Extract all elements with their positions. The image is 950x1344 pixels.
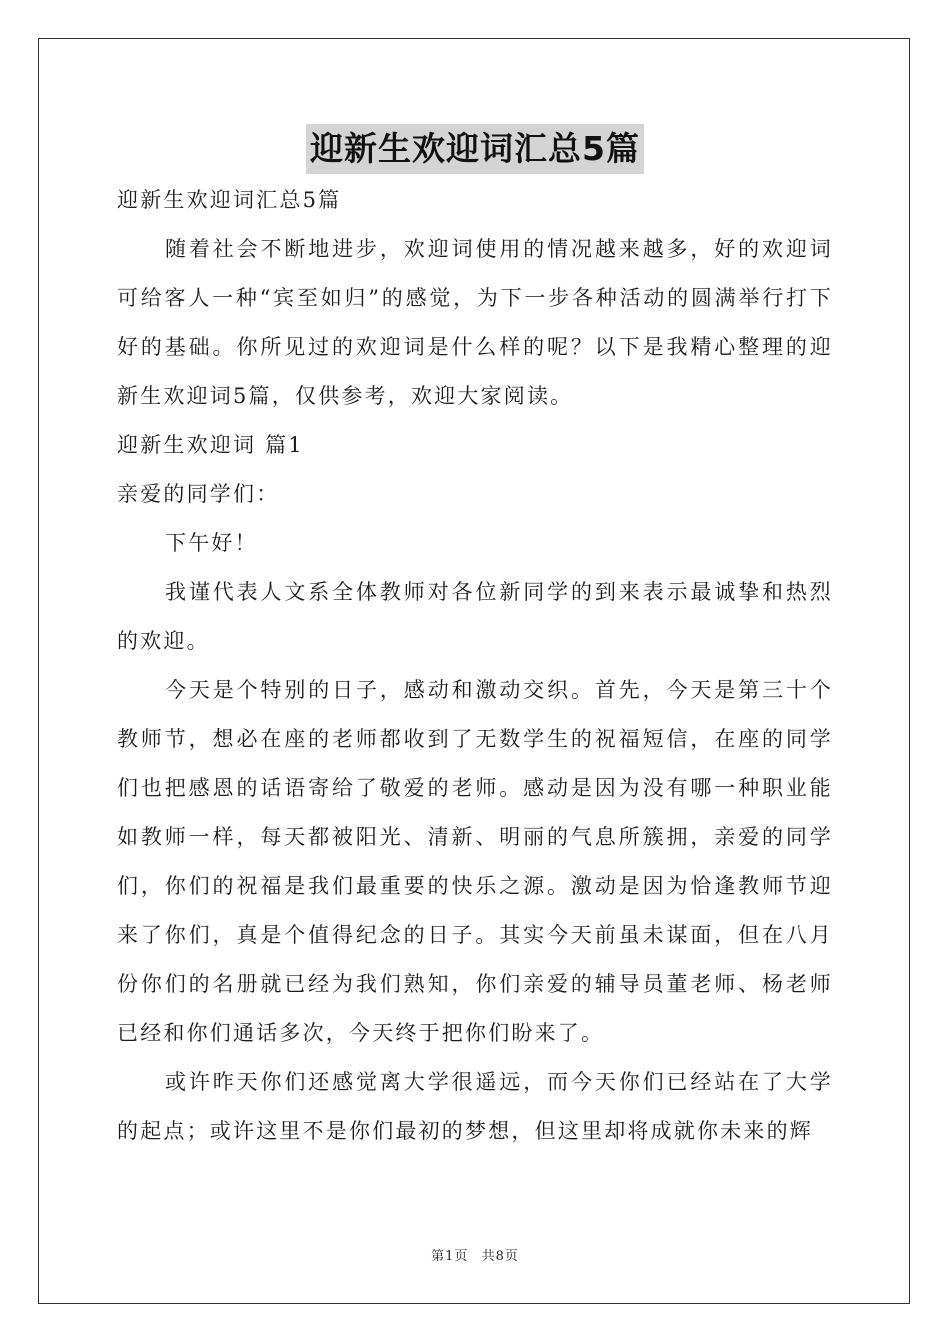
body-paragraph: 今天是个特别的日子，感动和激动交织。首先，今天是第三十个教师节，想必在座的老师都收到了无数学生的祝福短信，在座的同学们也把感恩的话语寄给了敬爱的老师。感动是因为没有哪一种职业能如教师一样，每天都被阳光、清新、明丽的气息所簇拥，亲爱的同学们，你们的祝福是我们最重要的快乐之源。激动是因为恰逢教师节迎来了你们，真是个值得纪念的日子。其实今天前虽未谋面，但在八月份你们的名册就已经为我们熟知，你们亲爱的辅导员董老师、杨老师已经和你们通话多次，今天终于把你们盼来了。 xyxy=(117,678,833,1045)
document-title: 迎新生欢迎词汇总5篇 xyxy=(306,124,644,174)
title-container xyxy=(0,124,950,174)
salutation-paragraph: 亲爱的同学们： xyxy=(117,482,280,506)
greeting-paragraph: 下午好！ xyxy=(165,531,258,555)
document-body xyxy=(117,176,833,1156)
body-paragraph: 我谨代表人文系全体教师对各位新同学的到来表示最诚挚和热烈的欢迎。 xyxy=(117,580,833,653)
page-total: 共8页 xyxy=(481,1249,519,1264)
page-number: 第1页 xyxy=(431,1249,469,1264)
body-paragraph: 或许昨天你们还感觉离大学很遥远，而今天你们已经站在了大学的起点；或许这里不是你们最初的梦想，但这里却将成就你未来的辉 xyxy=(117,1070,833,1143)
page-footer xyxy=(0,1245,950,1264)
intro-paragraph: 随着社会不断地进步，欢迎词使用的情况越来越多，好的欢迎词可给客人一种“宾至如归”的感觉，为下一步各种活动的圆满举行打下好的基础。你所见过的欢迎词是什么样的呢？以下是我精心整理的迎新生欢迎词5篇，仅供参考，欢迎大家阅读。 xyxy=(117,237,833,408)
subtitle-paragraph: 迎新生欢迎词汇总5篇 xyxy=(117,188,342,212)
section-heading: 迎新生欢迎词 篇1 xyxy=(117,433,304,457)
